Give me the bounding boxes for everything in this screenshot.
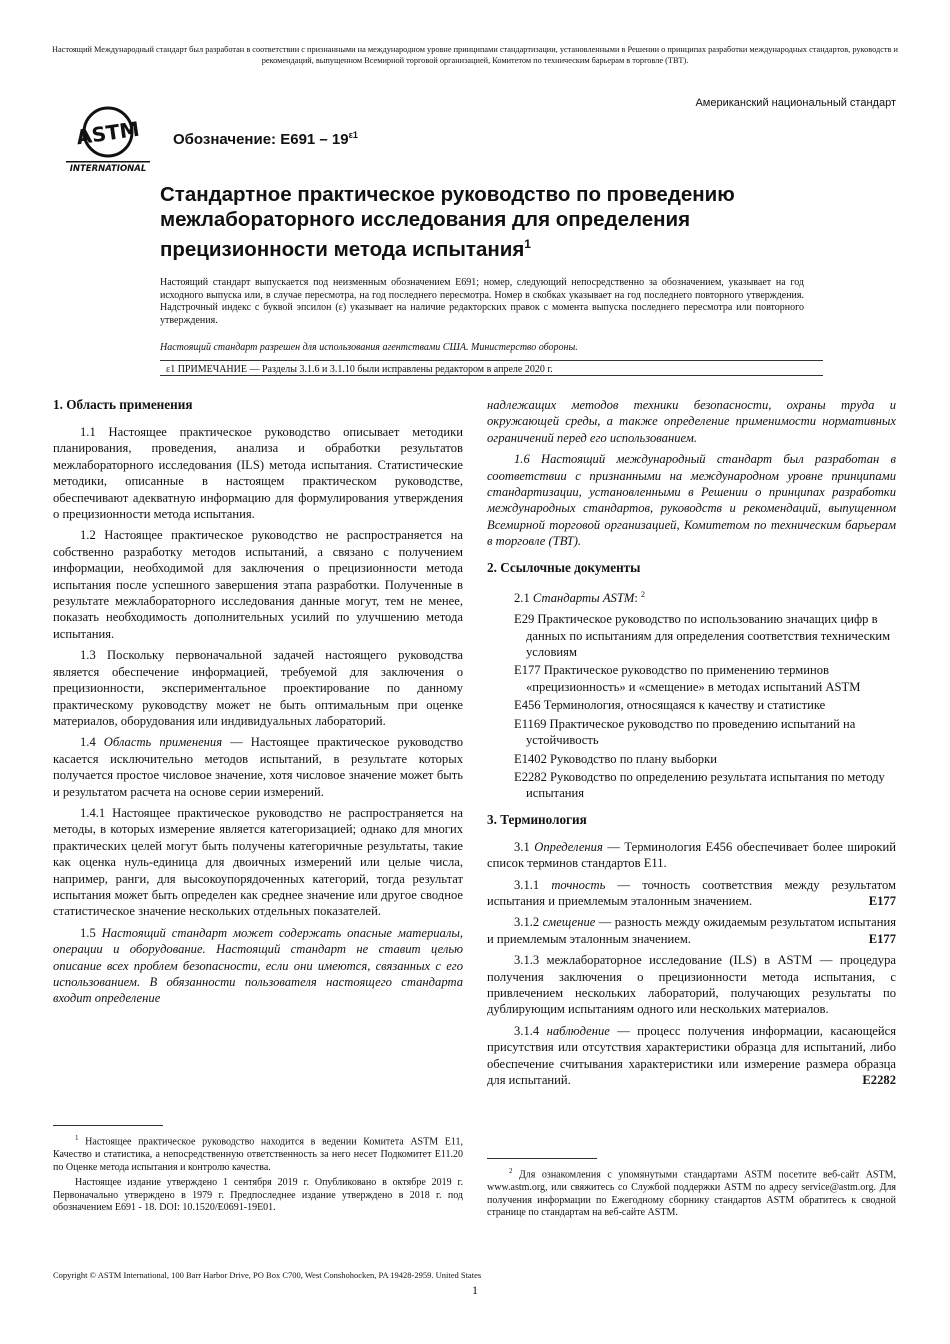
para-num: 3.1 xyxy=(514,839,535,854)
reference-item: E177 Практическое руководство по применению терминов «прецизионность» и «смещение» в методах испытаний ASTM xyxy=(514,663,861,694)
left-column xyxy=(53,397,463,1012)
para-num: 3.1.1 xyxy=(514,877,552,892)
document-title xyxy=(160,183,860,262)
section-1-heading: 1. Область применения xyxy=(53,397,193,412)
para-2-1: 2.1 Стандарты ASTM: $^2$ xyxy=(514,589,645,605)
astm-logo xyxy=(62,104,154,174)
editorial-note: ε1 ПРИМЕЧАНИЕ — Разделы 3.1.6 и 3.1.10 были исправлены редактором в апреле 2020 г. xyxy=(166,364,553,375)
page-number: 1 xyxy=(472,1283,478,1297)
para-num: 2.1 xyxy=(514,590,533,605)
para-1-1: 1.1 Настоящее практическое руководство описывает методики планирования, проведения, анализа и обработки результатов межлабораторного исследования (ILS) метода испытания. Статистические методики, описанные в настоящем практическом руководстве, обеспечивают адекватную информацию для формулирования утверждения о прецизионности метода испытания. xyxy=(53,425,463,522)
para-3-1-1 xyxy=(487,877,896,910)
para-text: — точность соответствия между результатом испытания и приемлемым эталонным значением. xyxy=(487,877,896,908)
copyright: Copyright © ASTM International, 100 Barr Harbor Drive, PO Box C700, West Conshohocken, PA 19428-2959. United States xyxy=(53,1270,482,1280)
source-code: E177 xyxy=(868,931,896,946)
para-num: 1.4 xyxy=(80,735,104,750)
para-num: 3.1.4 xyxy=(514,1023,547,1038)
para-1-4-1: 1.4.1 Настоящее практическое руководство не распространяется на методы, в которых измерение является категоризацией; однако для многих практических целей могут быть получены категоричные результаты, такие как оценка нуль-единица для двоичных измерений или целые числа, например, ранги, для высокоупорядоченных категорий, тогда результат испытания может быть определен как среднее значение или другое сводное статистическое значение нескольких отдельных показателей. xyxy=(53,805,463,919)
para-term: Стандарты ASTM xyxy=(532,590,635,605)
preamble: Настоящий стандарт выпускается под неизменным обозначением E691; номер, следующий непосредственно за обозначением, указывает на год исходного выпуска или, в случае пересмотра, на год последнего пересмотра. Номер в скобках указывает на год последнего повторного утверждения. Надстрочный индекс с буквой эпсилон (ε) указывает на наличие редакторских правок с момента выпуска последнего пересмотра или повторного утверждения. xyxy=(160,277,804,326)
designation-label: Обозначение: E691 – 19 xyxy=(173,131,349,148)
para-3-1-2 xyxy=(487,914,896,947)
para-1-3: 1.3 Поскольку первоначальной задачей настоящего руководства является обеспечение информацией, требуемой для заключения о прецизионности, экспериментальное проектирование по данному практическому руководству может не быть оптимальным при оценке материалов, оборудования или индивидуальных лабораторий. xyxy=(53,648,463,728)
designation xyxy=(173,130,358,148)
footnote-mark: 2 xyxy=(640,589,645,599)
top-note: Настоящий Международный стандарт был разработан в соответствии с признанными на международном уровне принципами стандартизации, установленными в Решении о принципах разработки международных стандартов, руководств и рекомендаций, выпущенном Всемирной торговой организацией, Комитетом по техническим барьерам в торговле (ТВТ). xyxy=(52,45,898,65)
section-2-heading: 2. Ссылочные документы xyxy=(487,559,641,575)
reference-item: E1402 Руководство по плану выборки xyxy=(514,751,717,766)
footnote-rule xyxy=(53,1125,163,1126)
para-term: наблюдение xyxy=(546,1023,610,1038)
para-term: Определения xyxy=(534,839,603,854)
authorization-note: Настоящий стандарт разрешен для использования агентствами США. Министерство обороны. xyxy=(160,342,578,353)
para-term: смещение xyxy=(542,915,596,930)
american-national-standard: Американский национальный стандарт xyxy=(695,97,896,109)
para-1-5 xyxy=(53,925,463,1007)
logo-international: INTERNATIONAL xyxy=(69,164,147,174)
footnote-mark: 2 xyxy=(509,1167,513,1175)
source-code: E177 xyxy=(868,893,896,908)
logo-text: ASTM xyxy=(74,116,141,150)
para-text: — процесс получения информации, касающейся присутствия или отсутствия характеристики образца для испытаний, либо обеспечение считывания характеристики или измерение размера образца для испытаний. xyxy=(487,1023,896,1087)
footnote-2 xyxy=(487,1158,896,1223)
para-3-1-3: 3.1.3 межлабораторное исследование (ILS) в ASTM — процедура получения заключения о прецизионности метода испытания, с привлечением нескольких лабораторий, получающих результаты по дублирующим испытаниям одного или нескольких материалов. xyxy=(487,953,896,1017)
designation-sup: ε1 xyxy=(348,130,358,140)
footnote-1 xyxy=(53,1125,463,1218)
para-text: 1.6 Настоящий международный стандарт был разработан в соответствии с признанными на международном уровне принципами стандартизации, установленными в Решении о принципах разработки международных стандартов, руководств и рекомендаций, выпущенном Всемирной торговой организацией, Комитетом по техническим барьерам в торговле (ТВТ). xyxy=(487,452,896,549)
para-term: точность xyxy=(551,877,606,892)
para-1-2: 1.2 Настоящее практическое руководство не распространяется на собственно разработку методов испытаний, а связано с получением информации, необходимой для заключения о прецизионности метода испытания после успешного завершения этапа разработки. Полученные в результате межлабораторного исследования данные могут, тем не менее, показать необходимость дополнительных усилий по улучшению метода испытания. xyxy=(53,528,463,641)
footnote-mark: 1 xyxy=(75,1134,79,1142)
title-footnote-mark: 1 xyxy=(524,237,531,251)
footnote-2-text xyxy=(487,1165,896,1220)
para-num: 1.5 xyxy=(80,925,102,940)
para-term: Область применения xyxy=(103,735,223,750)
reference-item: E1169 Практическое руководство по проведению испытаний на устойчивость xyxy=(514,716,856,748)
para-3-1 xyxy=(487,839,896,872)
section-3-heading: 3. Терминология xyxy=(487,811,587,827)
footnote-1-b: Настоящее издание утверждено 1 сентября 2019 г. Опубликовано в октябре 2019 г. Первоначально утверждено в 1979 г. Предпоследнее издание утверждено в 2018 г. под обозначением E691 - 18. DOI: 10.1520/E0691-19E01. xyxy=(53,1177,463,1214)
para-text: надлежащих методов техники безопасности, охраны труда и окружающей среды, а также определение применимости нормативных ограничений перед его использованием. xyxy=(487,398,896,445)
para-text: — Настоящее практическое руководство касается исключительно методов испытаний, в результате которых получается простое числовое значение, хотя числовое значение может быть и результатом расчета на основе серии измерений. xyxy=(53,735,464,799)
para-text: — разность между ожидаемым результатом испытания и приемлемым эталонным значением. xyxy=(487,915,896,946)
right-column xyxy=(487,397,896,1093)
para-text: — Терминология E456 обеспечивает более широкий список терминов стандартов E11. xyxy=(487,839,896,871)
footnote-text: Настоящее практическое руководство находится в ведении Комитета ASTM E11, Качество и статистика, а непосредственную ответственность за него несет Подкомитет E11.20 по Оценке метода испытания и контролю качества. xyxy=(53,1136,464,1173)
reference-item: E456 Терминология, относящаяся к качеству и статистике xyxy=(514,698,826,713)
source-code: E2282 xyxy=(862,1073,896,1087)
footnote-1-a xyxy=(53,1132,463,1174)
reference-item: E2282 Руководство по определению результата испытания по методу испытания xyxy=(514,769,885,801)
para-1-4 xyxy=(53,734,463,800)
para-1-5-continued xyxy=(487,397,896,446)
divider xyxy=(160,375,823,376)
footnote-rule xyxy=(487,1158,597,1159)
divider xyxy=(160,360,823,361)
footnote-text: Для ознакомления с упомянутыми стандартами ASTM посетите веб-сайт ASTM, www.astm.org, или свяжитесь со Службой поддержки ASTM по адресу service@astm.org. Для получения информации по Ежегодному сборнику стандартов ASTM обратитесь к сводной странице по стандартам на веб-сайте ASTM. xyxy=(487,1169,896,1219)
reference-item: E29 Практическое руководство по использованию значащих цифр в данных по испытаниям для определения соответствия техническим условиям xyxy=(514,612,891,660)
para-3-1-4 xyxy=(487,1023,896,1089)
para-1-6 xyxy=(487,451,896,549)
para-num: 3.1.2 xyxy=(514,915,543,930)
para-text: Настоящий стандарт может содержать опасные материалы, операции и оборудование. Настоящий стандарт не ставит целью описание всех проблем безопасности, если они имеются, связанных с его использованием. В обязанности пользователя настоящего стандарта входит определение xyxy=(53,925,463,1006)
title-text: Стандартное практическое руководство по проведению межлабораторного исследования для определения прецизионности метода испытания xyxy=(160,183,735,261)
